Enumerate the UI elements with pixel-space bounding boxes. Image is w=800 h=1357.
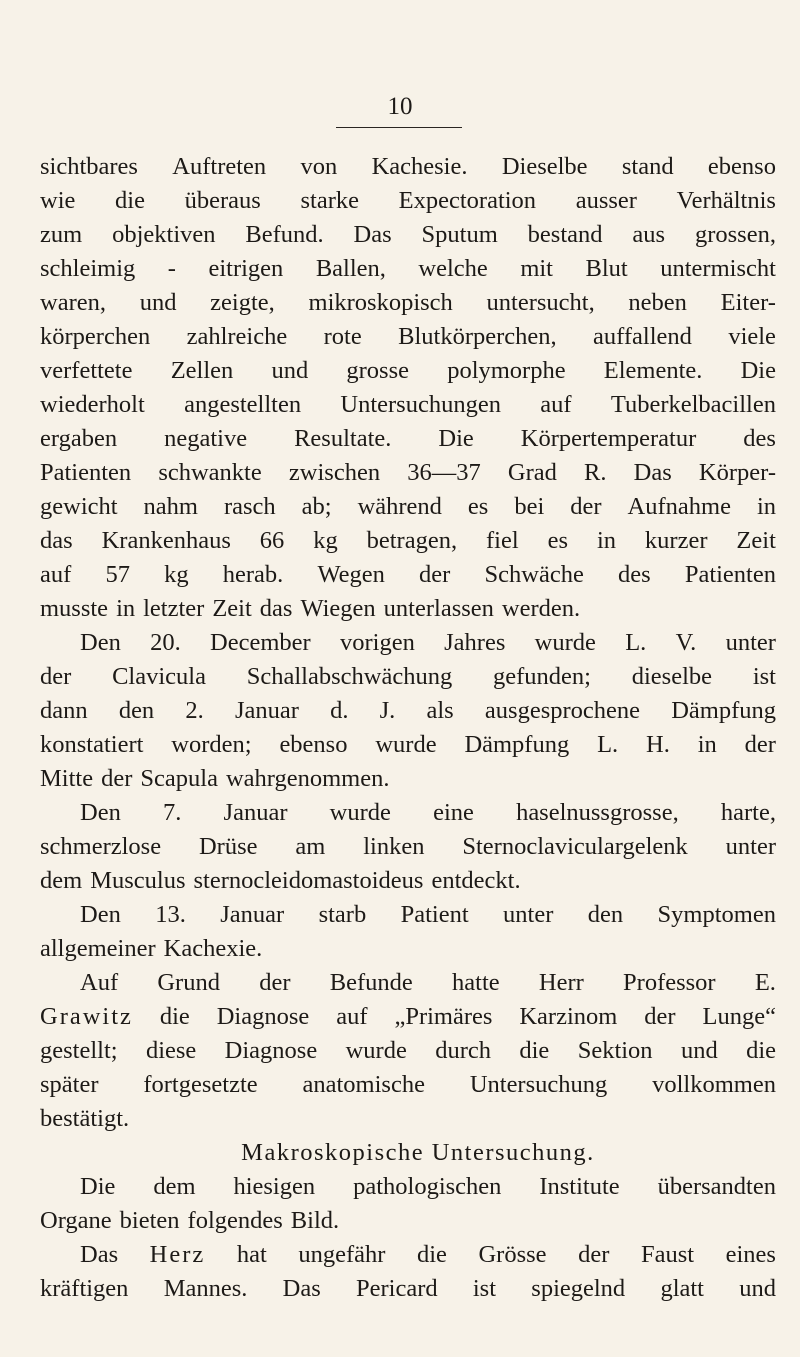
text-line: ergaben negative Resultate. Die Körpertemperatur des [40,425,776,452]
page-number: 10 [387,93,413,120]
text-line: auf 57 kg herab. Wegen der Schwäche des Patienten [40,561,776,588]
text-line: wiederholt angestellten Untersuchungen auf Tuberkelbacillen [40,391,776,418]
text-line: waren, und zeigte, mikroskopisch untersucht, neben Eiter- [40,289,776,316]
text-line: schmerzlose Drüse am linken Sternoclaviculargelenk unter [40,833,776,860]
text-line: körperchen zahlreiche rote Blutkörperchen, auffallend viele [40,323,776,350]
text-line: verfettete Zellen und grosse polymorphe Elemente. Die [40,357,776,384]
text-line: sichtbares Auftreten von Kachesie. Dieselbe stand ebenso [40,153,776,180]
text-line: gewicht nahm rasch ab; während es bei der Aufnahme in [40,493,776,520]
text-line: musste in letzter Zeit das Wiegen unterlassen werden. [40,595,581,622]
text-line: zum objektiven Befund. Das Sputum bestand aus grossen, [40,221,776,248]
section-heading: Makroskopische Untersuchung. [241,1139,595,1166]
text-line: Den 7. Januar wurde eine haselnussgrosse, harte, [80,799,776,826]
text-line: Auf Grund der Befunde hatte Herr Professor E. [80,969,776,996]
text-line: gestellt; diese Diagnose wurde durch die Sektion und die [40,1037,776,1064]
text-line: dann den 2. Januar d. J. als ausgesprochene Dämpfung [40,697,776,724]
text-line: bestätigt. [40,1105,130,1132]
text-line: Den 13. Januar starb Patient unter den Symptomen [80,901,776,928]
text-line: später fortgesetzte anatomische Untersuchung vollkommen [40,1071,776,1098]
text-line: Den 20. December vorigen Jahres wurde L. V. unter [80,629,776,656]
text-line: das Krankenhaus 66 kg betragen, fiel es in kurzer Zeit [40,527,776,554]
text-line: Das Herz hat ungefähr die Grösse der Faust eines [80,1241,776,1268]
text-line: der Clavicula Schallabschwächung gefunden; dieselbe ist [40,663,776,690]
body-text [40,150,776,1306]
text-line: wie die überaus starke Expectoration ausser Verhältnis [40,187,776,214]
text-line: schleimig - eitrigen Ballen, welche mit Blut untermischt [40,255,776,282]
text-line: allgemeiner Kachexie. [40,935,263,962]
text-line: Organe bieten folgendes Bild. [40,1207,340,1234]
text-line: Patienten schwankte zwischen 36—37 Grad R. Das Körper- [40,459,776,486]
text-line: Grawitz die Diagnose auf „Primäres Karzinom der Lunge“ [40,1003,776,1030]
text-line: kräftigen Mannes. Das Pericard ist spiegelnd glatt und [40,1275,776,1302]
text-line: konstatiert worden; ebenso wurde Dämpfung L. H. in der [40,731,776,758]
page-number-rule [336,127,462,128]
text-line: dem Musculus sternocleidomastoideus entdeckt. [40,867,521,894]
text-line: Mitte der Scapula wahrgenommen. [40,765,390,792]
text-line: Die dem hiesigen pathologischen Institute übersandten [80,1173,776,1200]
